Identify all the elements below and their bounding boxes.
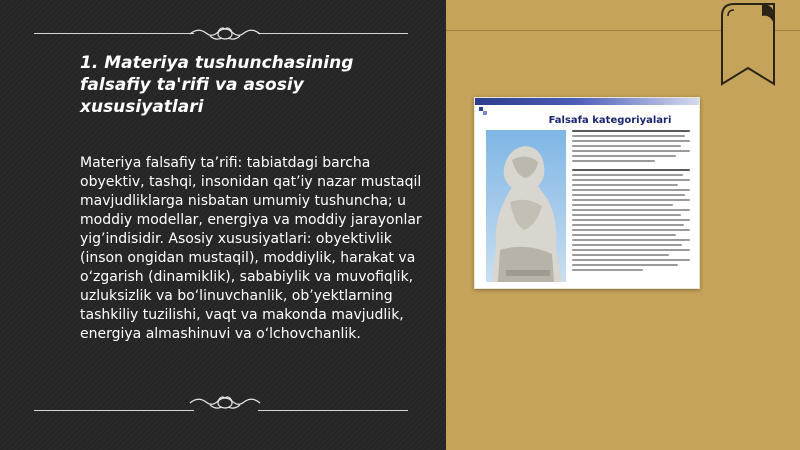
bottom-divider-right (258, 410, 408, 411)
slide-body-text: Materiya falsafiy ta’rifi: tabiatdagi barcha obyektiv, tashqi, insonidan qat’iy nazar mustaqil mavjudliklarga nisbatan umumiy tushuncha; u moddiy modellar, energiya va moddiy jarayonlar yig’indisidir. Asosiy xususiyatlari: obyektivlik (inson ongidan mustaqil), moddiylik, harakat va o‘zgarish (dinamiklik), sababiylik va muvofiqlik, uzluksizlik va bo‘linuvchanlik, ob’yektlarning tashkiliy tuzilishi, vaqt va makonda mavjudlik, energiya almashinuvi va o‘lchovchanlik. (80, 155, 422, 342)
thumbnail-top-bar (475, 98, 699, 105)
slide-thumbnail (474, 97, 700, 289)
bookmark-icon (718, 0, 776, 100)
top-divider-left (34, 33, 194, 34)
thumbnail-title: Falsafa kategoriyalari (548, 115, 672, 126)
bottom-divider-left (34, 410, 194, 411)
thumbnail-text-block (572, 130, 690, 274)
flourish-ornament-icon (188, 393, 262, 413)
flourish-ornament-icon (188, 24, 262, 44)
corner-decoration-icon (479, 107, 487, 115)
slide-title: 1. Materiya tushunchasining falsafiy ta'rifi va asosiy xususiyatlari (80, 53, 354, 117)
top-divider-right (258, 33, 408, 34)
statue-photo (486, 130, 566, 282)
